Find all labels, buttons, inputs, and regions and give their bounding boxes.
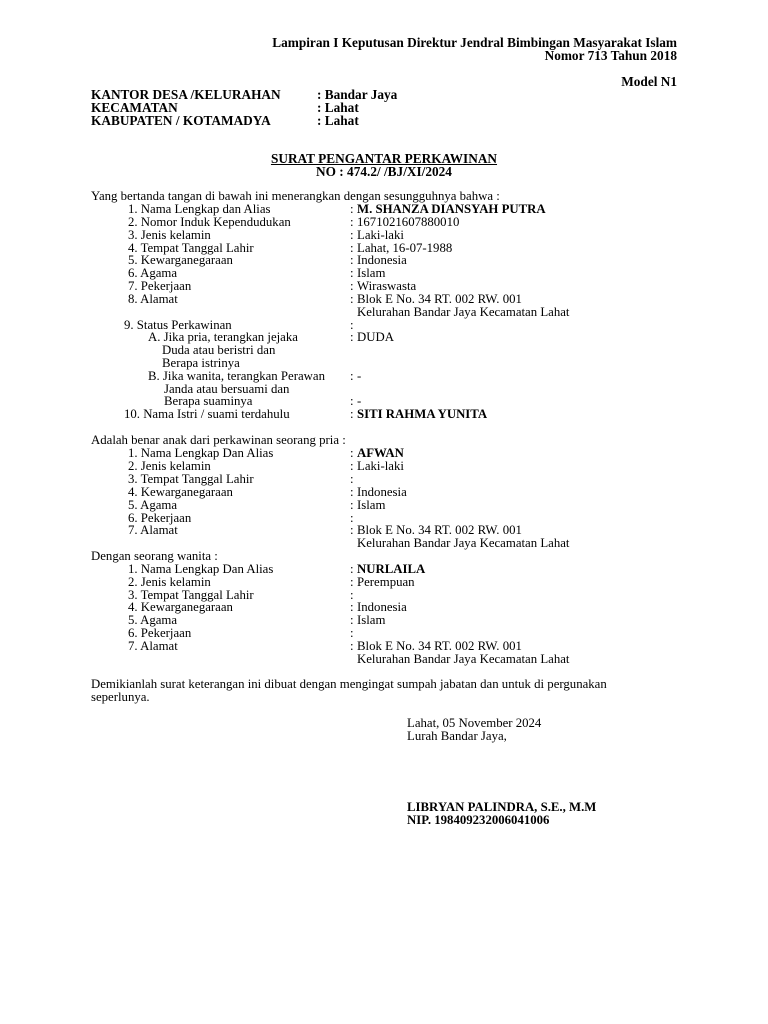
signer-position: Lurah Bandar Jaya, [407,729,507,743]
subject-label-5: 5. Kewarganegaraan [128,253,233,267]
father-colon-4: : [350,485,354,499]
mother-label-7: 7. Alamat [128,639,178,653]
subject-value-5: Indonesia [357,253,407,267]
status-b-colon: : [350,369,354,383]
attachment-reference: Lampiran I Keputusan Direktur Jendral Bimbingan Masyarakat Islam [272,35,677,50]
subject-value-2: 1671021607880010 [357,215,460,229]
mother-colon-7: : [350,639,354,653]
father-colon-2: : [350,459,354,473]
subject-colon-5: : [350,253,354,267]
marital-status-label: 9. Status Perkawinan [124,318,232,332]
mother-label-6: 6. Pekerjaan [128,626,192,640]
father-intro: Adalah benar anak dari perkawinan seorang pria : [91,433,346,447]
subject-label-8: 8. Alamat [128,292,178,306]
father-value-5: Islam [357,498,386,512]
subject-label-2: 2. Nomor Induk Kependudukan [128,215,291,229]
status-b-value-2: - [357,394,362,408]
subject-value-8: Blok E No. 34 RT. 002 RW. 001 [357,292,522,306]
mother-value-7: Blok E No. 34 RT. 002 RW. 001 [357,639,522,653]
signer-nip: NIP. 198409232006041006 [407,813,550,827]
place-date: Lahat, 05 November 2024 [407,716,542,730]
office-value-3: : Lahat [317,113,359,128]
subject-value-7: Wiraswasta [357,279,417,293]
subject-address-line2: Kelurahan Bandar Jaya Kecamatan Lahat [357,305,570,319]
subject-value-4: Lahat, 16-07-1988 [357,241,453,255]
subject-colon-8: : [350,292,354,306]
mother-label-3: 3. Tempat Tanggal Lahir [128,588,254,602]
mother-value-1: NURLAILA [357,562,426,576]
father-colon-5: : [350,498,354,512]
intro-text: Yang bertanda tangan di bawah ini menerangkan dengan sesungguhnya bahwa : [91,189,500,203]
mother-value-2: Perempuan [357,575,415,589]
mother-colon-6: : [350,626,354,640]
former-spouse-value: SITI RAHMA YUNITA [357,407,488,421]
status-b-line3: Berapa suaminya [164,394,253,408]
subject-label-6: 6. Agama [128,266,178,280]
document-number: NO : 474.2/ /BJ/XI/2024 [316,164,452,179]
mother-address-line2: Kelurahan Bandar Jaya Kecamatan Lahat [357,652,570,666]
mother-colon-2: : [350,575,354,589]
father-colon-7: : [350,523,354,537]
marital-status-colon: : [350,318,354,332]
status-b-line1: B. Jika wanita, terangkan Perawan [148,369,325,383]
father-label-2: 2. Jenis kelamin [128,459,211,473]
subject-label-4: 4. Tempat Tanggal Lahir [128,241,254,255]
former-spouse-colon: : [350,407,354,421]
decree-number: Nomor 713 Tahun 2018 [544,48,677,63]
status-a-line1: A. Jika pria, terangkan jejaka [148,330,298,344]
model-label: Model N1 [621,74,677,89]
father-value-1: AFWAN [357,446,404,460]
father-value-7: Blok E No. 34 RT. 002 RW. 001 [357,523,522,537]
status-a-value: DUDA [357,330,394,344]
subject-colon-1: : [350,202,354,216]
mother-intro: Dengan seorang wanita : [91,549,218,563]
mother-colon-5: : [350,613,354,627]
father-label-1: 1. Nama Lengkap Dan Alias [128,446,274,460]
former-spouse-label: 10. Nama Istri / suami terdahulu [124,407,290,421]
status-a-line2: Duda atau beristri dan [162,343,276,357]
document-title: SURAT PENGANTAR PERKAWINAN [270,151,498,166]
office-label-2: KECAMATAN [91,100,178,115]
subject-value-1: M. SHANZA DIANSYAH PUTRA [357,202,546,216]
father-label-4: 4. Kewarganegaraan [128,485,233,499]
subject-label-7: 7. Pekerjaan [128,279,192,293]
mother-colon-1: : [350,562,354,576]
mother-value-4: Indonesia [357,600,407,614]
subject-label-1: 1. Nama Lengkap dan Alias [128,202,271,216]
signer-name: LIBRYAN PALINDRA, S.E., M.M [407,800,597,814]
mother-label-5: 5. Agama [128,613,178,627]
office-label-1: KANTOR DESA /KELURAHAN [91,87,281,102]
closing-text-line1: Demikianlah surat keterangan ini dibuat dengan mengingat sumpah jabatan dan untuk di pergunakan [91,677,607,691]
mother-colon-4: : [350,600,354,614]
subject-colon-3: : [350,228,354,242]
status-b-colon-2: : [350,394,354,408]
mother-label-2: 2. Jenis kelamin [128,575,211,589]
status-a-line3: Berapa istrinya [162,356,240,370]
subject-value-6: Islam [357,266,386,280]
mother-label-1: 1. Nama Lengkap Dan Alias [128,562,274,576]
father-value-2: Laki-laki [357,459,404,473]
subject-colon-6: : [350,266,354,280]
subject-colon-2: : [350,215,354,229]
father-label-7: 7. Alamat [128,523,178,537]
father-label-5: 5. Agama [128,498,178,512]
mother-label-4: 4. Kewarganegaraan [128,600,233,614]
office-value-1: : Bandar Jaya [317,87,398,102]
subject-colon-7: : [350,279,354,293]
subject-value-3: Laki-laki [357,228,404,242]
mother-colon-3: : [350,588,354,602]
father-address-line2: Kelurahan Bandar Jaya Kecamatan Lahat [357,536,570,550]
father-label-3: 3. Tempat Tanggal Lahir [128,472,254,486]
mother-value-5: Islam [357,613,386,627]
status-b-line2: Janda atau bersuami dan [164,382,290,396]
closing-text-line2: seperlunya. [91,690,150,704]
father-label-6: 6. Pekerjaan [128,511,192,525]
status-b-value: - [357,369,362,383]
subject-label-3: 3. Jenis kelamin [128,228,211,242]
father-colon-6: : [350,511,354,525]
subject-colon-4: : [350,241,354,255]
office-value-2: : Lahat [317,100,359,115]
father-colon-1: : [350,446,354,460]
status-a-colon: : [350,330,354,344]
father-value-4: Indonesia [357,485,407,499]
father-colon-3: : [350,472,354,486]
office-label-3: KABUPATEN / KOTAMADYA [91,113,271,128]
